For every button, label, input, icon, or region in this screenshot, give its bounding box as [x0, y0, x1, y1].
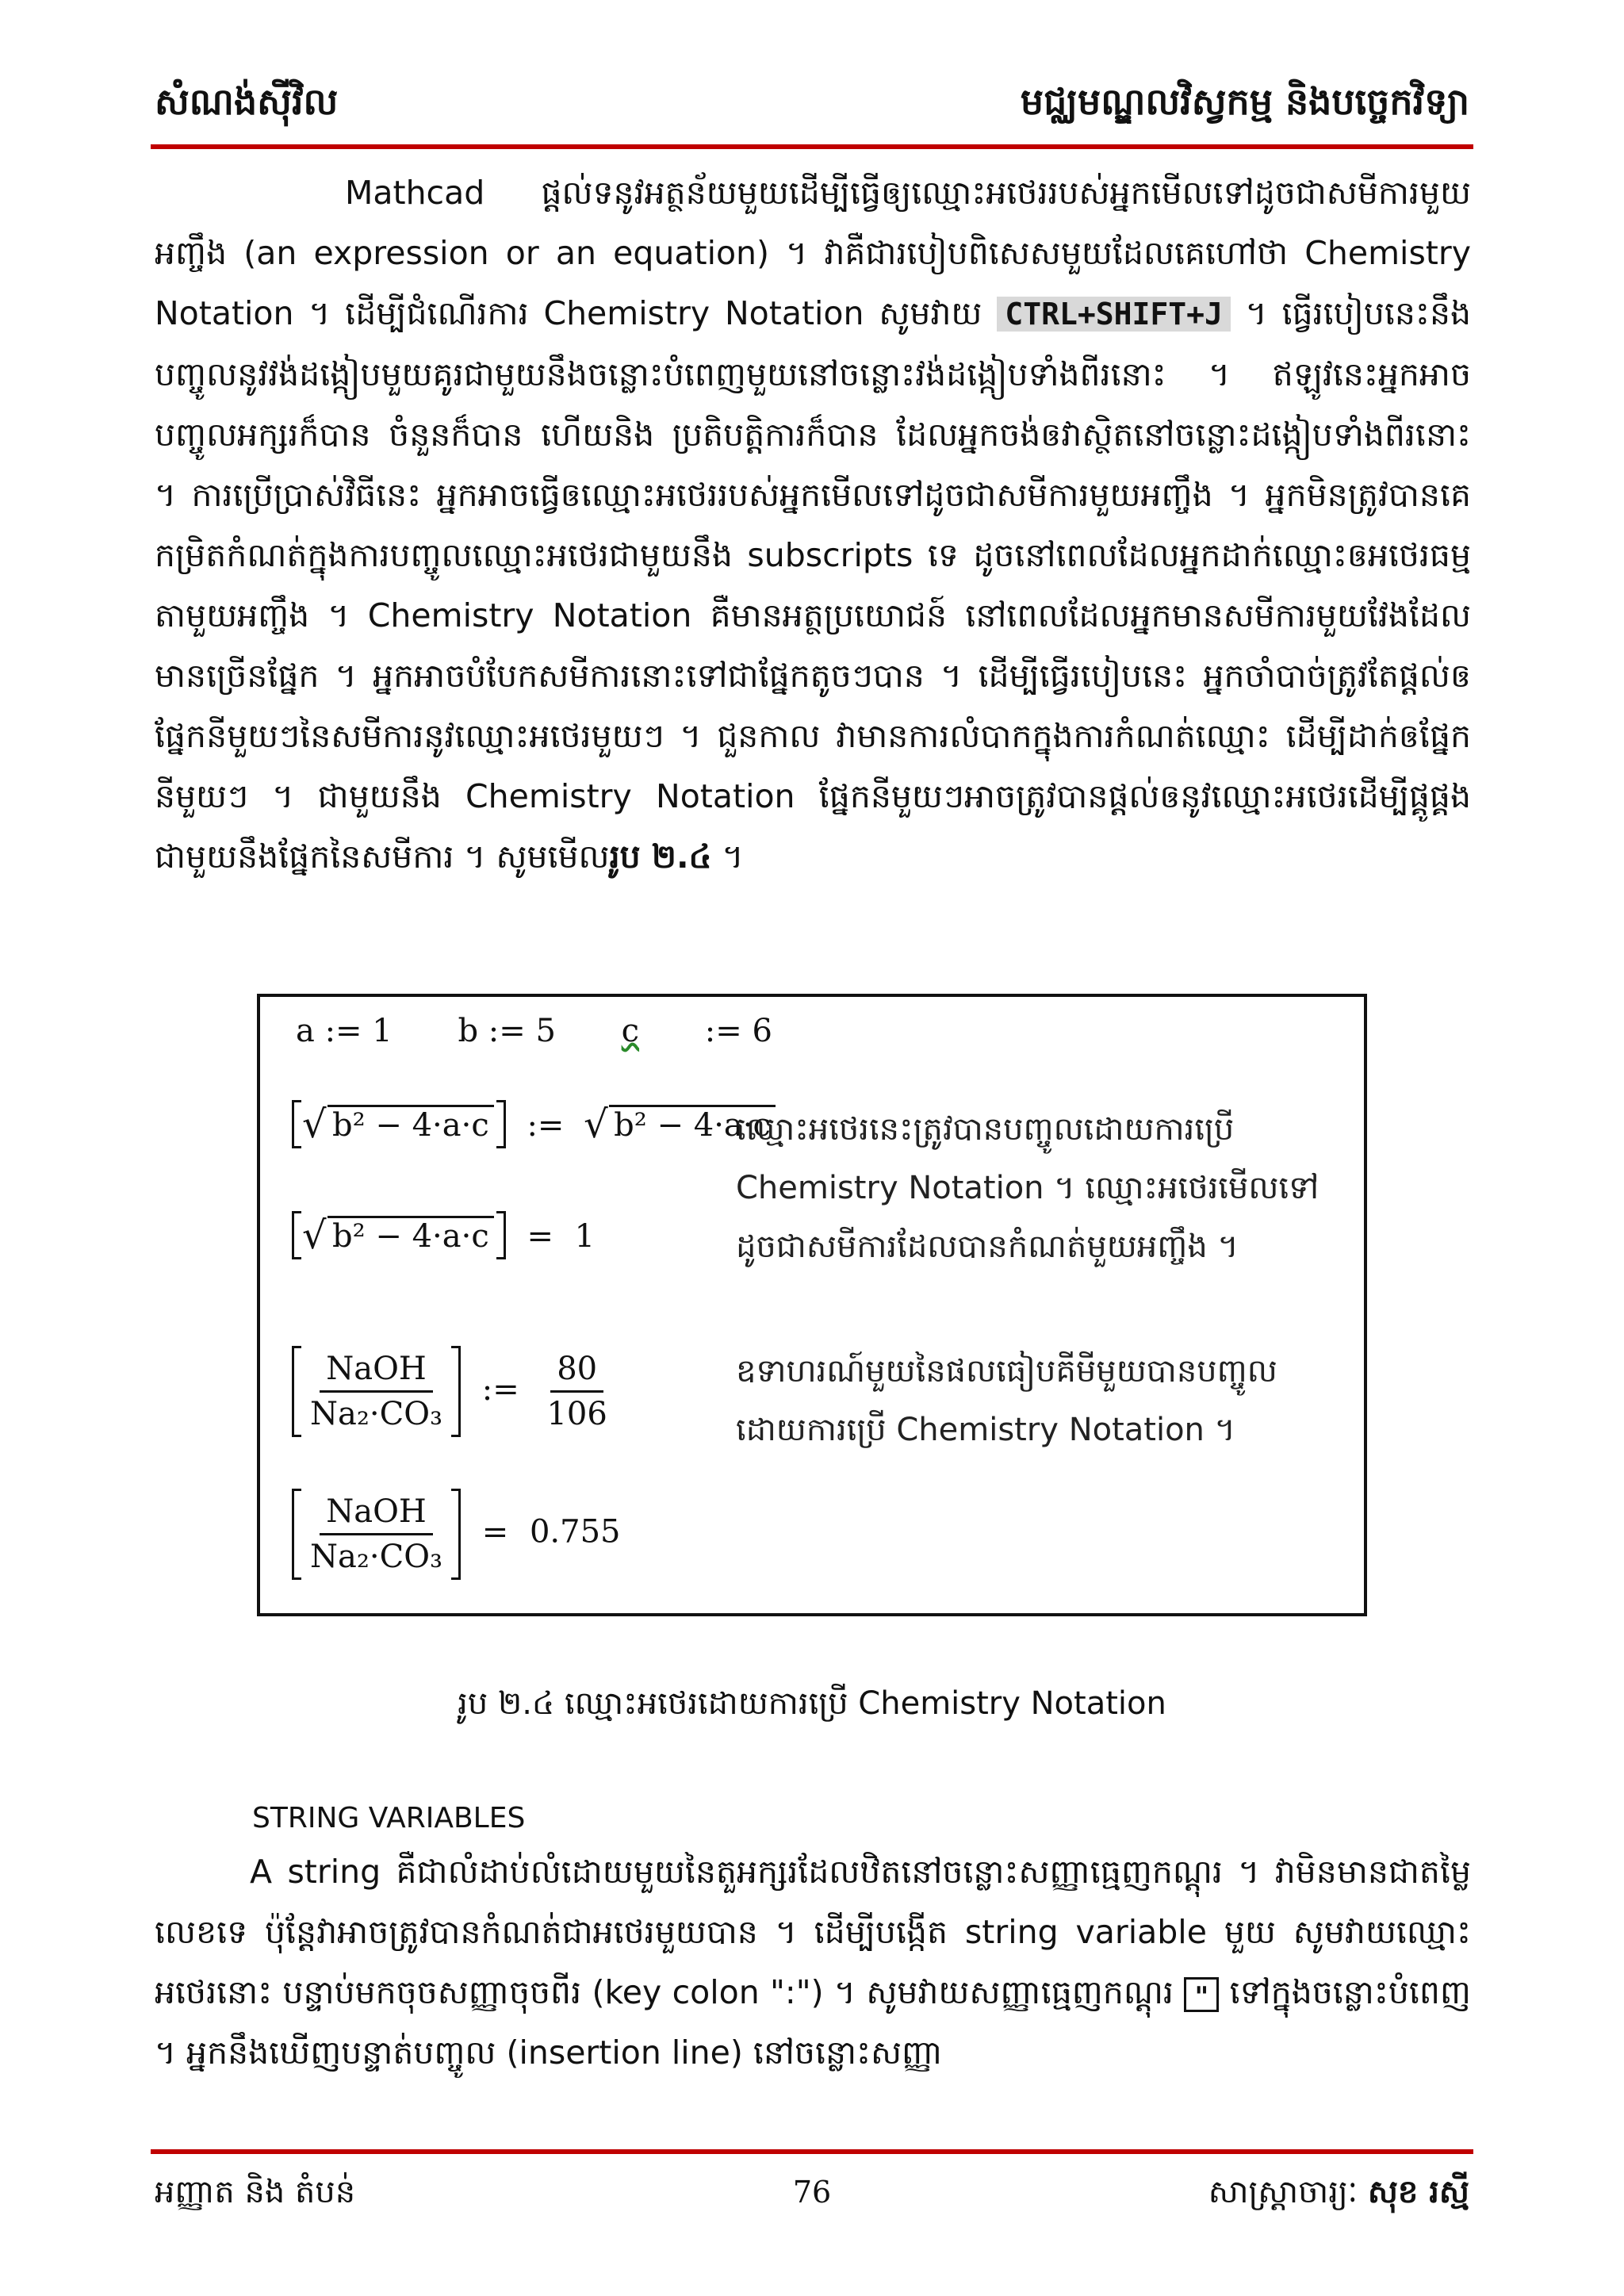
- assign-operator: :=: [527, 1107, 565, 1144]
- var-c-definition: [622, 1013, 828, 1049]
- figure-note-2: ឧទាហរណ៍មួយនៃផលធៀបគីមីមួយបានបញ្ចូលដោយការប្រើ Chemistry Notation ។: [736, 1353, 1277, 1448]
- chem-fraction: [304, 1351, 449, 1432]
- paragraph-string-variables: [155, 1842, 1471, 2083]
- var-b-definition: b := 5: [458, 1013, 556, 1049]
- variable-definitions: [296, 1013, 883, 1049]
- var-c-name: c: [621, 1013, 640, 1049]
- footer-right: [1208, 2171, 1469, 2218]
- paragraph-text-2: ។ ធ្វើរបៀបនេះនឹងបញ្ចូលនូវវង់ដង្កៀបមួយគូរជាមួយនឹងចន្លោះបំពេញមួយនៅចន្លោះវង់ដង្កៀបទាំងពីរនោះ ។ ឥឡូវនេះអ្នកអាចបញ្ចូលអក្សរក៏បាន ចំនួនក៏បាន ហើយនិង ប្រតិបត្តិការក៏បាន ដែលអ្នកចង់ឲវាស្ថិតនៅចន្លោះដង្កៀបទាំងពីរនោះ ។ ការប្រើប្រាស់វិធីនេះ អ្នកអាចធ្វើឲឈ្មោះអថេររបស់អ្នកមើលទៅដូចជាសមីការមួយអញ្ចឹង ។ អ្នកមិនត្រូវបានគេកម្រិតកំណត់ក្នុងការបញ្ចូលឈ្មោះអថេរជាមួយនឹង subscripts ទេ ដូចនៅពេលដែលអ្នកដាក់ឈ្មោះឲអថេរធម្មតាមួយអញ្ចឹង ។ Chemistry Notation គឺមានអត្ថប្រយោជន៍ នៅពេលដែលអ្នកមានសមីការមួយវែងដែលមានច្រើនផ្នែក ។ អ្នកអាចបំបែកសមីការនោះទៅជាផ្នែកតូចៗបាន ។ ដើម្បីធ្វើរបៀបនេះ អ្នកចាំបាច់ត្រូវតែផ្តល់ឲផ្នែកនីមួយៗនៃសមីការនូវឈ្មោះអថេរមួយៗ ។ ជួនកាល វាមានការលំបាកក្នុងការកំណត់ឈ្មោះ ដើម្បីដាក់ឲផ្នែកនីមួយៗ ។ ជាមួយនឹង Chemistry Notation ផ្នែកនីមួយៗអាចត្រូវបានផ្តល់ឲនូវឈ្មោះអថេរដើម្បីផ្គូផ្គងជាមួយនឹងផ្នែកនៃសមីការ ។ សូមមើល: [155, 294, 1471, 876]
- paragraph-text-1: Mathcad ផ្តល់ទនូវអត្ថន័យមួយដើម្បីធ្វើឲ្យឈ្មោះអថេររបស់អ្នកមើលទៅដូចជាសមីការមួយអញ្ចឹង (an expression or an equation) ។ វាគឺជារបៀបពិសេសមួយដែលគេហៅថា Chemistry Notation ។ ដើម្បីជំណើរការ Chemistry Notation សូមវាយ: [155, 174, 1471, 332]
- author-label: សាស្ត្រាចារ្យៈ: [1208, 2174, 1358, 2210]
- ratio-result: 0.755: [529, 1513, 621, 1550]
- chem-fraction: [304, 1493, 449, 1575]
- figure-chemistry-notation: [257, 994, 1367, 1616]
- chem-notation-bracket: [292, 1100, 506, 1148]
- paragraph-end: ។: [711, 838, 744, 876]
- equals-operator: =: [481, 1513, 509, 1550]
- section-heading: STRING VARIABLES: [252, 1802, 526, 1834]
- page-number: 76: [792, 2175, 832, 2210]
- value-denominator: 106: [546, 1396, 607, 1432]
- sqrt-assignment: [292, 1100, 776, 1148]
- figure-reference: រូប ២.៤: [609, 838, 712, 876]
- paragraph-text-after: ទៅក្នុងចន្លោះបំពេញ ។ អ្នកនឹងឃើញបន្ទាត់បញ្ចូល (insertion line) នៅចន្លោះសញ្ញា: [155, 1973, 1471, 2072]
- quote-key-icon: ": [1184, 1977, 1219, 2012]
- ratio-assignment: [292, 1346, 614, 1437]
- var-a-definition: a := 1: [296, 1013, 393, 1049]
- value-numerator: 80: [550, 1351, 603, 1393]
- ratio-evaluation: [292, 1489, 621, 1580]
- sqrt-expression: √ b² − 4·a·c: [327, 1105, 494, 1144]
- figure-note-1: ឈ្មោះអថេរនេះត្រូវបានបញ្ចូលដោយការប្រើ Chemistry Notation ។ ឈ្មោះអថេរមើលទៅដូចជាសមីការដែលបានកំណត់មួយអញ្ចឹង ។: [736, 1111, 1320, 1265]
- footer-left: អញ្ញាត និង តំបន់: [155, 2174, 356, 2210]
- chem-notation-bracket: [292, 1211, 506, 1259]
- footer-divider: [151, 2149, 1473, 2154]
- fraction-denominator: Na₂·CO₃: [310, 1539, 443, 1575]
- author-name: សុខ រស្មី: [1367, 2174, 1469, 2210]
- paragraph-chemistry-notation: [155, 163, 1471, 887]
- header-left-title: សំណង់ស៊ីវិល: [155, 80, 339, 123]
- sqrt-evaluation: [292, 1211, 595, 1259]
- paragraph-text: A string គឺជាលំដាប់លំដោយមួយនៃតួអក្សរដែលឋិតនៅចន្លោះសញ្ញាធ្មេញកណ្តុរ ។ វាមិនមានជាតម្លៃលេខទេ ប៉ុន្តែវាអាចត្រូវបានកំណត់ជាអថេរមួយបាន ។ ដើម្បីបង្កើត string variable មួយ សូមវាយឈ្មោះអថេរនោះ បន្ទាប់មកចុចសញ្ញាចុចពីរ (key colon ":") ។ សូមវាយសញ្ញាធ្មេញកណ្តុរ: [155, 1853, 1471, 2011]
- fraction-numerator: NaOH: [320, 1351, 433, 1393]
- equals-operator: =: [527, 1218, 553, 1255]
- fraction-numerator: NaOH: [320, 1493, 433, 1535]
- sqrt-expression-rhs: √ b² − 4·a·c: [609, 1105, 776, 1144]
- chem-notation-bracket: [292, 1346, 461, 1437]
- header-right-title: មជ្ឈមណ្ឌលវិស្វកម្ម និងបច្ចេកវិទ្យា: [1020, 80, 1469, 123]
- sqrt-result: 1: [574, 1218, 596, 1255]
- value-fraction: [540, 1351, 613, 1432]
- sqrt-expression: √ b² − 4·a·c: [327, 1216, 494, 1255]
- chem-notation-bracket: [292, 1489, 461, 1580]
- keyboard-shortcut: CTRL+SHIFT+J: [997, 297, 1231, 332]
- figure-caption: រូប ២.៤ ឈ្មោះអថេរដោយការប្រើ Chemistry Notation: [458, 1685, 1166, 1722]
- fraction-denominator: Na₂·CO₃: [310, 1396, 443, 1432]
- header-divider: [151, 144, 1473, 149]
- assign-operator: :=: [481, 1370, 519, 1408]
- var-c-value: := 6: [695, 1013, 772, 1049]
